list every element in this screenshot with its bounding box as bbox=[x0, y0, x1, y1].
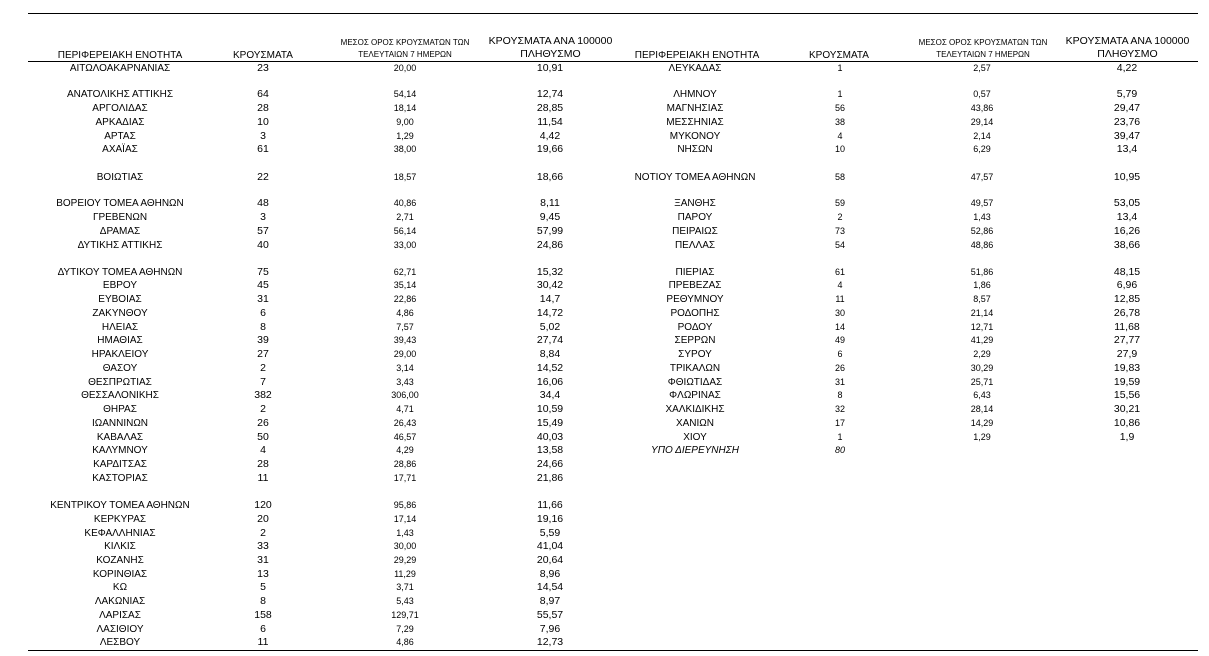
left-row-name: ΔΡΑΜΑΣ bbox=[99, 226, 141, 237]
right-row-avg: 25,71 bbox=[970, 377, 994, 387]
left-row-per100k: 5,59 bbox=[539, 527, 561, 539]
right-row-name: ΜΕΣΣΗΝΙΑΣ bbox=[666, 117, 724, 128]
right-row-per100k: 39,47 bbox=[1113, 130, 1141, 142]
left-row-per100k: 27,74 bbox=[536, 334, 564, 346]
left-row-avg: 3,14 bbox=[396, 363, 414, 373]
left-row-cases: 3 bbox=[260, 211, 266, 223]
right-row-cases: 58 bbox=[834, 172, 845, 182]
left-row-per100k: 10,59 bbox=[536, 403, 564, 415]
left-row-per100k: 7,96 bbox=[539, 623, 561, 635]
left-row-cases: 20 bbox=[257, 513, 269, 525]
right-header-avg-line1: ΜΕΣΟΣ ΟΡΟΣ ΚΡΟΥΣΜΑΤΩΝ ΤΩΝ bbox=[918, 38, 1048, 47]
left-row-avg: 18,57 bbox=[393, 172, 417, 182]
left-row-cases: 2 bbox=[260, 362, 266, 374]
right-row-avg: 43,86 bbox=[970, 103, 994, 113]
right-row-name: ΠΑΡΟΥ bbox=[677, 212, 713, 223]
right-row-cases: 38 bbox=[834, 117, 845, 127]
left-row-per100k: 41,04 bbox=[536, 540, 564, 552]
right-header-avg-line2: ΤΕΛΕΥΤΑΙΩΝ 7 ΗΜΕΡΩΝ bbox=[936, 50, 1030, 59]
right-row-avg: 1,43 bbox=[973, 212, 991, 222]
left-row-name: ΔΥΤΙΚΗΣ ΑΤΤΙΚΗΣ bbox=[77, 240, 163, 251]
right-row-name: ΣΥΡΟΥ bbox=[678, 349, 712, 360]
left-row-avg: 26,43 bbox=[393, 418, 417, 428]
left-row-cases: 120 bbox=[254, 499, 272, 511]
right-row-name: ΦΘΙΩΤΙΔΑΣ bbox=[667, 377, 723, 388]
left-row-per100k: 18,66 bbox=[536, 171, 564, 183]
right-row-name: ΥΠΟ ΔΙΕΡΕΥΝΗΣΗ bbox=[651, 445, 739, 456]
left-row-cases: 61 bbox=[257, 143, 269, 155]
left-row-name: ΚΕΡΚΥΡΑΣ bbox=[93, 514, 147, 525]
left-row-cases: 158 bbox=[254, 609, 272, 621]
right-row-per100k: 6,96 bbox=[1116, 279, 1138, 291]
right-row-avg: 49,57 bbox=[970, 198, 994, 208]
left-row-avg: 35,14 bbox=[393, 280, 417, 290]
right-row-name: ΤΡΙΚΑΛΩΝ bbox=[669, 363, 721, 374]
right-row-per100k: 4,22 bbox=[1116, 62, 1138, 74]
right-row-avg: 0,57 bbox=[973, 89, 991, 99]
left-row-cases: 48 bbox=[257, 197, 269, 209]
left-row-avg: 62,71 bbox=[393, 267, 417, 277]
left-row-name: ΚΑΣΤΟΡΙΑΣ bbox=[92, 473, 148, 484]
left-row-cases: 26 bbox=[257, 417, 269, 429]
right-row-avg: 21,14 bbox=[970, 308, 994, 318]
right-row-cases: 4 bbox=[837, 131, 843, 141]
left-row-name: ΓΡΕΒΕΝΩΝ bbox=[92, 212, 148, 223]
right-row-name: ΠΕΛΛΑΣ bbox=[674, 240, 716, 251]
left-row-per100k: 10,91 bbox=[536, 62, 564, 74]
left-row-per100k: 14,52 bbox=[536, 362, 564, 374]
right-row-name: ΛΕΥΚΑΔΑΣ bbox=[668, 63, 722, 74]
left-row-avg: 7,29 bbox=[396, 624, 414, 634]
left-row-avg: 38,00 bbox=[393, 144, 417, 154]
left-row-name: ΚΕΦΑΛΛΗΝΙΑΣ bbox=[84, 528, 156, 539]
left-row-avg: 129,71 bbox=[391, 610, 419, 620]
left-row-cases: 50 bbox=[257, 431, 269, 443]
right-row-cases: 1 bbox=[837, 89, 843, 99]
left-row-avg: 3,43 bbox=[396, 377, 414, 387]
left-row-avg: 46,57 bbox=[393, 432, 417, 442]
right-row-name: ΞΑΝΘΗΣ bbox=[674, 198, 716, 209]
right-row-cases: 54 bbox=[834, 240, 845, 250]
left-row-cases: 57 bbox=[257, 225, 269, 237]
left-row-per100k: 30,42 bbox=[536, 279, 564, 291]
left-row-name: ΙΩΑΝΝΙΝΩΝ bbox=[91, 418, 149, 429]
left-row-name: ΑΝΑΤΟΛΙΚΗΣ ΑΤΤΙΚΗΣ bbox=[66, 89, 174, 100]
right-row-name: ΛΗΜΝΟΥ bbox=[673, 89, 717, 100]
left-row-name: ΛΑΣΙΘΙΟΥ bbox=[96, 624, 144, 635]
right-row-avg: 28,14 bbox=[970, 404, 994, 414]
left-row-avg: 3,71 bbox=[396, 582, 414, 592]
right-row-avg: 2,14 bbox=[973, 131, 991, 141]
left-row-name: ΒΟΡΕΙΟΥ ΤΟΜΕΑ ΑΘΗΝΩΝ bbox=[56, 198, 184, 209]
left-row-name: ΑΡΤΑΣ bbox=[104, 131, 136, 142]
right-row-cases: 17 bbox=[834, 418, 845, 428]
left-row-avg: 28,86 bbox=[393, 459, 417, 469]
left-row-avg: 7,57 bbox=[396, 322, 414, 332]
right-row-name: ΡΕΘΥΜΝΟΥ bbox=[666, 294, 724, 305]
left-row-avg: 56,14 bbox=[393, 226, 417, 236]
left-row-name: ΚΟΖΑΝΗΣ bbox=[96, 555, 144, 566]
left-row-cases: 39 bbox=[257, 334, 269, 346]
left-row-per100k: 11,66 bbox=[537, 499, 563, 511]
left-row-name: ΚΙΛΚΙΣ bbox=[104, 541, 136, 552]
left-row-cases: 22 bbox=[257, 171, 269, 183]
left-row-name: ΘΕΣΣΑΛΟΝΙΚΗΣ bbox=[81, 390, 159, 401]
header-bottom-rule bbox=[28, 61, 1198, 62]
left-row-cases: 7 bbox=[260, 376, 266, 388]
right-row-cases: 56 bbox=[834, 103, 845, 113]
right-row-avg: 8,57 bbox=[973, 294, 991, 304]
right-row-name: ΡΟΔΟΠΗΣ bbox=[670, 308, 720, 319]
right-header-per100k-line1: ΚΡΟΥΣΜΑΤΑ ΑΝΑ 100000 bbox=[1065, 35, 1190, 47]
right-row-per100k: 27,77 bbox=[1113, 334, 1141, 346]
left-row-avg: 29,00 bbox=[393, 349, 417, 359]
left-row-name: ΗΡΑΚΛΕΙΟΥ bbox=[91, 349, 149, 360]
left-row-avg: 39,43 bbox=[393, 335, 417, 345]
right-row-avg: 6,29 bbox=[973, 144, 991, 154]
left-row-name: ΘΕΣΠΡΩΤΙΑΣ bbox=[88, 377, 152, 388]
left-row-avg: 17,71 bbox=[393, 473, 417, 483]
left-row-cases: 28 bbox=[257, 102, 269, 114]
left-row-avg: 18,14 bbox=[393, 103, 417, 113]
left-row-name: ΛΕΣΒΟΥ bbox=[99, 637, 141, 648]
left-row-cases: 13 bbox=[257, 568, 269, 580]
right-row-avg: 2,57 bbox=[973, 63, 991, 73]
right-row-name: ΠΕΙΡΑΙΩΣ bbox=[672, 226, 718, 237]
left-row-avg: 2,71 bbox=[396, 212, 414, 222]
left-row-avg: 4,86 bbox=[396, 308, 414, 318]
left-row-per100k: 19,16 bbox=[536, 513, 564, 525]
left-row-name: ΕΥΒΟΙΑΣ bbox=[98, 294, 142, 305]
left-row-avg: 1,29 bbox=[396, 131, 414, 141]
right-row-cases: 10 bbox=[834, 144, 845, 154]
right-row-per100k: 19,59 bbox=[1113, 376, 1141, 388]
right-row-name: ΡΟΔΟΥ bbox=[677, 322, 713, 333]
right-row-per100k: 11,68 bbox=[1114, 321, 1140, 333]
right-row-avg: 12,71 bbox=[970, 322, 994, 332]
left-row-avg: 1,43 bbox=[396, 528, 414, 538]
left-row-name: ΚΩ bbox=[112, 582, 128, 593]
right-row-name: ΧΑΛΚΙΔΙΚΗΣ bbox=[665, 404, 725, 415]
left-row-name: ΒΟΙΩΤΙΑΣ bbox=[96, 172, 144, 183]
right-row-per100k: 53,05 bbox=[1113, 197, 1141, 209]
left-row-cases: 5 bbox=[260, 581, 266, 593]
right-row-per100k: 16,26 bbox=[1113, 225, 1141, 237]
left-row-name: ΛΑΡΙΣΑΣ bbox=[99, 610, 141, 621]
left-row-per100k: 19,66 bbox=[536, 143, 564, 155]
right-row-cases: 2 bbox=[837, 212, 843, 222]
right-row-per100k: 26,78 bbox=[1113, 307, 1141, 319]
right-row-avg: 2,29 bbox=[973, 349, 991, 359]
left-row-per100k: 57,99 bbox=[536, 225, 564, 237]
left-row-cases: 6 bbox=[260, 307, 266, 319]
table-bottom-rule bbox=[28, 650, 1198, 651]
right-row-cases: 80 bbox=[834, 445, 845, 455]
right-row-cases: 6 bbox=[837, 349, 843, 359]
left-row-name: ΗΛΕΙΑΣ bbox=[101, 322, 139, 333]
right-row-avg: 1,29 bbox=[973, 432, 991, 442]
right-row-avg: 6,43 bbox=[973, 390, 991, 400]
right-row-per100k: 19,83 bbox=[1113, 362, 1141, 374]
left-row-per100k: 8,96 bbox=[539, 568, 561, 580]
left-row-name: ΘΑΣΟΥ bbox=[102, 363, 138, 374]
left-row-avg: 306,00 bbox=[391, 390, 419, 400]
left-row-cases: 2 bbox=[260, 527, 266, 539]
left-row-name: ΚΑΡΔΙΤΣΑΣ bbox=[93, 459, 147, 470]
left-row-avg: 9,00 bbox=[396, 117, 414, 127]
right-header-region: ΠΕΡΙΦΕΡΕΙΑΚΗ ΕΝΟΤΗΤΑ bbox=[634, 50, 760, 61]
right-row-per100k: 12,85 bbox=[1113, 293, 1141, 305]
right-row-per100k: 29,47 bbox=[1113, 102, 1141, 114]
right-row-per100k: 30,21 bbox=[1113, 403, 1141, 415]
right-row-avg: 1,86 bbox=[973, 280, 991, 290]
right-row-cases: 11 bbox=[835, 294, 845, 304]
left-row-per100k: 15,49 bbox=[536, 417, 564, 429]
left-row-avg: 4,71 bbox=[396, 404, 414, 414]
right-row-cases: 1 bbox=[837, 432, 843, 442]
table-top-rule bbox=[28, 13, 1198, 14]
left-row-cases: 45 bbox=[257, 279, 269, 291]
right-row-name: ΝΗΣΩΝ bbox=[677, 144, 713, 155]
left-row-per100k: 9,45 bbox=[539, 211, 561, 223]
left-row-per100k: 14,7 bbox=[539, 293, 561, 305]
right-header-cases: ΚΡΟΥΣΜΑΤΑ bbox=[809, 50, 869, 61]
left-row-per100k: 13,58 bbox=[536, 444, 564, 456]
left-row-per100k: 24,66 bbox=[536, 458, 564, 470]
right-row-avg: 30,29 bbox=[970, 363, 994, 373]
left-header-avg-line2: ΤΕΛΕΥΤΑΙΩΝ 7 ΗΜΕΡΩΝ bbox=[358, 50, 452, 59]
right-row-cases: 30 bbox=[834, 308, 845, 318]
left-row-avg: 4,29 bbox=[396, 445, 414, 455]
right-row-name: ΠΙΕΡΙΑΣ bbox=[675, 267, 715, 278]
left-row-cases: 2 bbox=[260, 403, 266, 415]
left-row-cases: 64 bbox=[257, 88, 269, 100]
right-row-name: ΝΟΤΙΟΥ ΤΟΜΕΑ ΑΘΗΝΩΝ bbox=[634, 172, 756, 183]
left-row-avg: 30,00 bbox=[393, 541, 417, 551]
right-row-avg: 29,14 bbox=[970, 117, 994, 127]
left-row-cases: 75 bbox=[257, 266, 269, 278]
left-row-cases: 4 bbox=[260, 444, 266, 456]
left-row-avg: 29,29 bbox=[393, 555, 417, 565]
right-row-per100k: 13,4 bbox=[1116, 143, 1138, 155]
right-row-avg: 41,29 bbox=[970, 335, 994, 345]
right-row-cases: 14 bbox=[834, 322, 845, 332]
right-row-avg: 51,86 bbox=[970, 267, 994, 277]
right-row-cases: 61 bbox=[834, 267, 845, 277]
left-row-cases: 11 bbox=[257, 636, 269, 648]
right-row-name: ΜΑΓΝΗΣΙΑΣ bbox=[666, 103, 724, 114]
left-row-cases: 3 bbox=[260, 130, 266, 142]
right-row-name: ΦΛΩΡΙΝΑΣ bbox=[669, 390, 721, 401]
left-row-avg: 22,86 bbox=[393, 294, 417, 304]
right-row-per100k: 27,9 bbox=[1116, 348, 1138, 360]
left-row-name: ΚΑΒΑΛΑΣ bbox=[96, 432, 144, 443]
right-row-per100k: 23,76 bbox=[1113, 116, 1141, 128]
left-row-per100k: 8,84 bbox=[539, 348, 561, 360]
left-row-per100k: 4,42 bbox=[539, 130, 561, 142]
left-row-avg: 17,14 bbox=[393, 514, 417, 524]
right-row-cases: 26 bbox=[834, 363, 845, 373]
right-row-per100k: 1,9 bbox=[1119, 431, 1135, 443]
right-row-per100k: 13,4 bbox=[1116, 211, 1138, 223]
left-row-per100k: 21,86 bbox=[536, 472, 564, 484]
left-row-per100k: 14,54 bbox=[536, 581, 564, 593]
left-row-avg: 5,43 bbox=[396, 596, 414, 606]
left-row-avg: 20,00 bbox=[393, 63, 417, 73]
left-header-cases: ΚΡΟΥΣΜΑΤΑ bbox=[233, 50, 293, 61]
left-row-avg: 4,86 bbox=[396, 637, 414, 647]
left-row-per100k: 34,4 bbox=[539, 389, 561, 401]
right-row-per100k: 48,15 bbox=[1113, 266, 1141, 278]
left-row-per100k: 8,11 bbox=[540, 197, 560, 209]
left-row-cases: 23 bbox=[257, 62, 269, 74]
left-row-per100k: 12,74 bbox=[536, 88, 564, 100]
left-row-name: ΑΡΓΟΛΙΔΑΣ bbox=[92, 103, 148, 114]
left-header-avg-line1: ΜΕΣΟΣ ΟΡΟΣ ΚΡΟΥΣΜΑΤΩΝ ΤΩΝ bbox=[340, 38, 470, 47]
right-row-avg: 52,86 bbox=[970, 226, 994, 236]
left-row-cases: 382 bbox=[254, 389, 272, 401]
left-row-avg: 33,00 bbox=[393, 240, 417, 250]
left-row-name: ΚΕΝΤΡΙΚΟΥ ΤΟΜΕΑ ΑΘΗΝΩΝ bbox=[50, 500, 190, 511]
left-row-avg: 11,29 bbox=[394, 569, 416, 579]
left-row-cases: 10 bbox=[257, 116, 269, 128]
left-row-avg: 54,14 bbox=[393, 89, 417, 99]
right-row-avg: 48,86 bbox=[970, 240, 994, 250]
left-row-per100k: 20,64 bbox=[536, 554, 564, 566]
left-row-avg: 95,86 bbox=[393, 500, 417, 510]
left-row-per100k: 8,97 bbox=[539, 595, 561, 607]
right-row-cases: 32 bbox=[834, 404, 845, 414]
left-row-cases: 8 bbox=[260, 595, 266, 607]
left-row-cases: 28 bbox=[257, 458, 269, 470]
left-row-per100k: 28,85 bbox=[536, 102, 564, 114]
right-row-cases: 59 bbox=[834, 198, 845, 208]
left-row-cases: 31 bbox=[257, 293, 269, 305]
left-row-per100k: 15,32 bbox=[536, 266, 564, 278]
left-row-cases: 8 bbox=[260, 321, 266, 333]
left-row-cases: 31 bbox=[257, 554, 269, 566]
right-header-per100k-line2: ΠΛΗΘΥΣΜΟ bbox=[1097, 48, 1158, 60]
left-row-cases: 6 bbox=[260, 623, 266, 635]
right-row-per100k: 5,79 bbox=[1116, 88, 1138, 100]
right-row-cases: 31 bbox=[834, 377, 845, 387]
left-row-per100k: 14,72 bbox=[536, 307, 564, 319]
left-row-per100k: 11,54 bbox=[537, 116, 563, 128]
left-row-name: ΚΑΛΥΜΝΟΥ bbox=[92, 445, 148, 456]
right-row-cases: 8 bbox=[837, 390, 843, 400]
right-row-per100k: 38,66 bbox=[1113, 239, 1141, 251]
left-row-name: ΛΑΚΩΝΙΑΣ bbox=[94, 596, 146, 607]
left-row-name: ΕΒΡΟΥ bbox=[102, 280, 138, 291]
left-row-per100k: 40,03 bbox=[536, 431, 564, 443]
left-row-per100k: 12,73 bbox=[536, 636, 564, 648]
left-row-per100k: 24,86 bbox=[536, 239, 564, 251]
left-row-cases: 11 bbox=[257, 472, 269, 484]
left-row-per100k: 16,06 bbox=[536, 376, 564, 388]
right-row-cases: 73 bbox=[834, 226, 845, 236]
left-row-per100k: 55,57 bbox=[536, 609, 564, 621]
right-row-per100k: 10,95 bbox=[1113, 171, 1141, 183]
left-row-name: ΑΧΑΪΑΣ bbox=[102, 144, 138, 155]
left-header-region: ΠΕΡΙΦΕΡΕΙΑΚΗ ΕΝΟΤΗΤΑ bbox=[57, 50, 183, 61]
right-row-avg: 14,29 bbox=[970, 418, 994, 428]
left-row-name: ΗΜΑΘΙΑΣ bbox=[97, 335, 143, 346]
left-row-cases: 27 bbox=[257, 348, 269, 360]
left-header-per100k-line2: ΠΛΗΘΥΣΜΟ bbox=[520, 48, 581, 60]
left-row-name: ΑΡΚΑΔΙΑΣ bbox=[95, 117, 145, 128]
right-row-name: ΧΙΟΥ bbox=[683, 432, 707, 443]
right-row-per100k: 10,86 bbox=[1113, 417, 1141, 429]
left-row-name: ΘΗΡΑΣ bbox=[103, 404, 137, 415]
left-row-name: ΔΥΤΙΚΟΥ ΤΟΜΕΑ ΑΘΗΝΩΝ bbox=[57, 267, 183, 278]
right-row-name: ΜΥΚΟΝΟΥ bbox=[669, 131, 721, 142]
right-row-per100k: 15,56 bbox=[1113, 389, 1141, 401]
right-row-name: ΠΡΕΒΕΖΑΣ bbox=[668, 280, 722, 291]
left-row-name: ΑΙΤΩΛΟΑΚΑΡΝΑΝΙΑΣ bbox=[69, 63, 171, 74]
left-row-name: ΖΑΚΥΝΘΟΥ bbox=[92, 308, 148, 319]
right-row-name: ΣΕΡΡΩΝ bbox=[674, 335, 716, 346]
left-row-name: ΚΟΡΙΝΘΙΑΣ bbox=[92, 569, 148, 580]
left-row-cases: 33 bbox=[257, 540, 269, 552]
left-header-per100k-line1: ΚΡΟΥΣΜΑΤΑ ΑΝΑ 100000 bbox=[488, 35, 613, 47]
left-row-cases: 40 bbox=[257, 239, 269, 251]
left-row-per100k: 5,02 bbox=[539, 321, 561, 333]
right-row-cases: 1 bbox=[837, 63, 843, 73]
right-row-cases: 4 bbox=[837, 280, 843, 290]
right-row-avg: 47,57 bbox=[970, 172, 994, 182]
right-row-name: ΧΑΝΙΩΝ bbox=[675, 418, 715, 429]
right-row-cases: 49 bbox=[834, 335, 845, 345]
left-row-avg: 40,86 bbox=[393, 198, 417, 208]
